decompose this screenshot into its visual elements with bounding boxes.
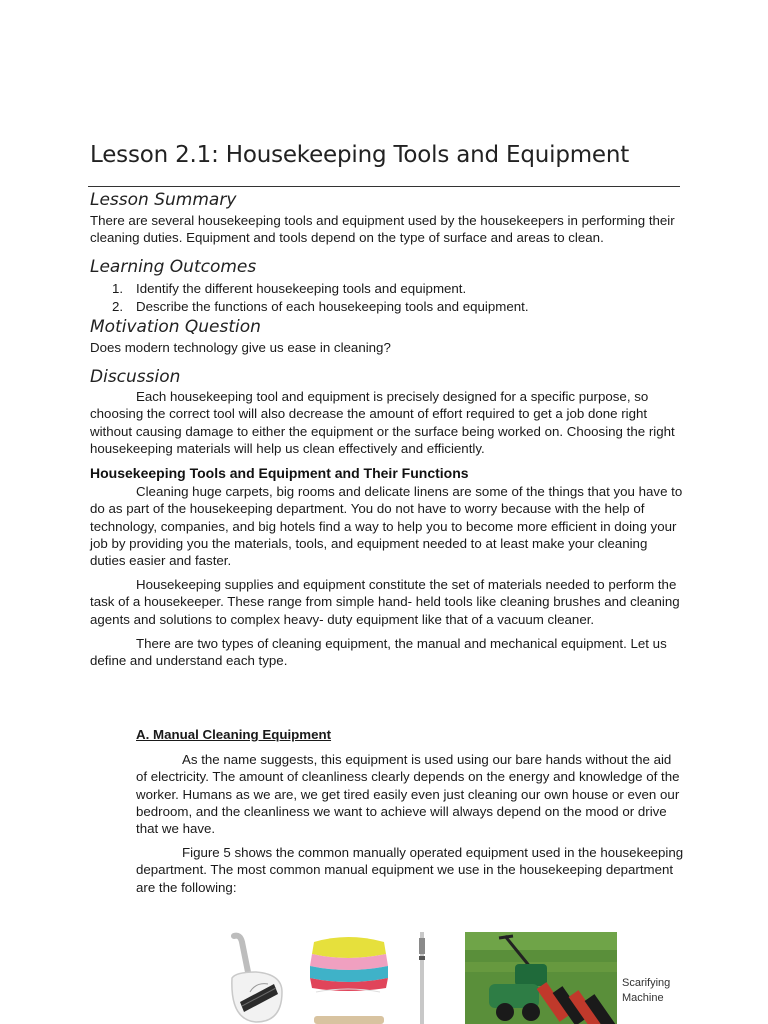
list-item-text: Identify the different housekeeping tools and equipment. <box>136 281 467 296</box>
learning-outcomes-list <box>90 280 529 316</box>
towels-image <box>308 932 390 1024</box>
functions-paragraph-1: Cleaning huge carpets, big rooms and delicate linens are some of the things that you have to do as part of the housekeeping department. You do not have to worry because with the help of technology, companies, and big hotels find a way to help you to become more efficient in doing your job by providing you the materials, tools, and equipment needed to at least make your cleaning duties easier and faster. <box>90 484 683 569</box>
list-number: 1. <box>112 281 124 296</box>
list-item <box>90 298 529 316</box>
learning-outcomes-heading: Learning Outcomes <box>90 257 257 277</box>
lesson-summary-text: There are several housekeeping tools and equipment used by the housekeepers in performing their cleaning duties. Equipment and tools depend on the type of surface and areas to clean. <box>90 213 675 246</box>
figure-caption <box>622 976 670 1006</box>
lesson-summary-heading: Lesson Summary <box>90 190 237 210</box>
list-item <box>90 280 529 298</box>
lesson-title: Lesson 2.1: Housekeeping Tools and Equipment <box>90 142 630 168</box>
functions-heading: Housekeeping Tools and Equipment and Their Functions <box>90 465 469 481</box>
manual-equipment-heading: A. Manual Cleaning Equipment <box>136 727 332 742</box>
manual-paragraph-1: As the name suggests, this equipment is used using our bare hands without the aid of electricity. The amount of cleanliness clearly depends on the energy and knowledge of the worker. Humans as we are, we get tired easily even just cleaning our own house or even our bedroom, and the cleanliness we want to achieve will always depend on the mood or drive that we have. <box>136 752 680 837</box>
caption-line: Scarifying <box>622 977 671 989</box>
caption-line: Machine <box>622 992 664 1004</box>
motivation-question-text: Does modern technology give us ease in cleaning? <box>90 340 391 355</box>
manual-paragraph-2: Figure 5 shows the common manually operated equipment used in the housekeeping department. The most common manual equipment we use in the housekeeping department are the following: <box>136 845 684 895</box>
scarifying-machine-image <box>465 932 617 1024</box>
list-item-text: Describe the functions of each housekeeping tools and equipment. <box>136 298 529 314</box>
mop-handle-image <box>414 932 430 1024</box>
list-number: 2. <box>112 298 124 314</box>
discussion-text: Each housekeeping tool and equipment is precisely designed for a specific purpose, so choosing the correct tool will also decrease the amount of effort required to get a job done right without causing damage to either the equipment or the surface being worked on. Choosing the right housekeeping materials will help us clean effectively and efficiently. <box>90 389 675 456</box>
motivation-question-heading: Motivation Question <box>90 317 261 337</box>
title-divider <box>88 186 680 187</box>
functions-paragraph-3: There are two types of cleaning equipment, the manual and mechanical equipment. Let us define and understand each type. <box>90 636 667 669</box>
functions-paragraph-2: Housekeeping supplies and equipment constitute the set of materials needed to perform the task of a housekeeper. These range from simple hand- held tools like cleaning brushes and cleaning agents and solutions to complex heavy- duty equipment like that of a vacuum cleaner. <box>90 577 680 627</box>
dustpan-brush-image <box>226 932 286 1024</box>
discussion-heading: Discussion <box>90 367 181 387</box>
